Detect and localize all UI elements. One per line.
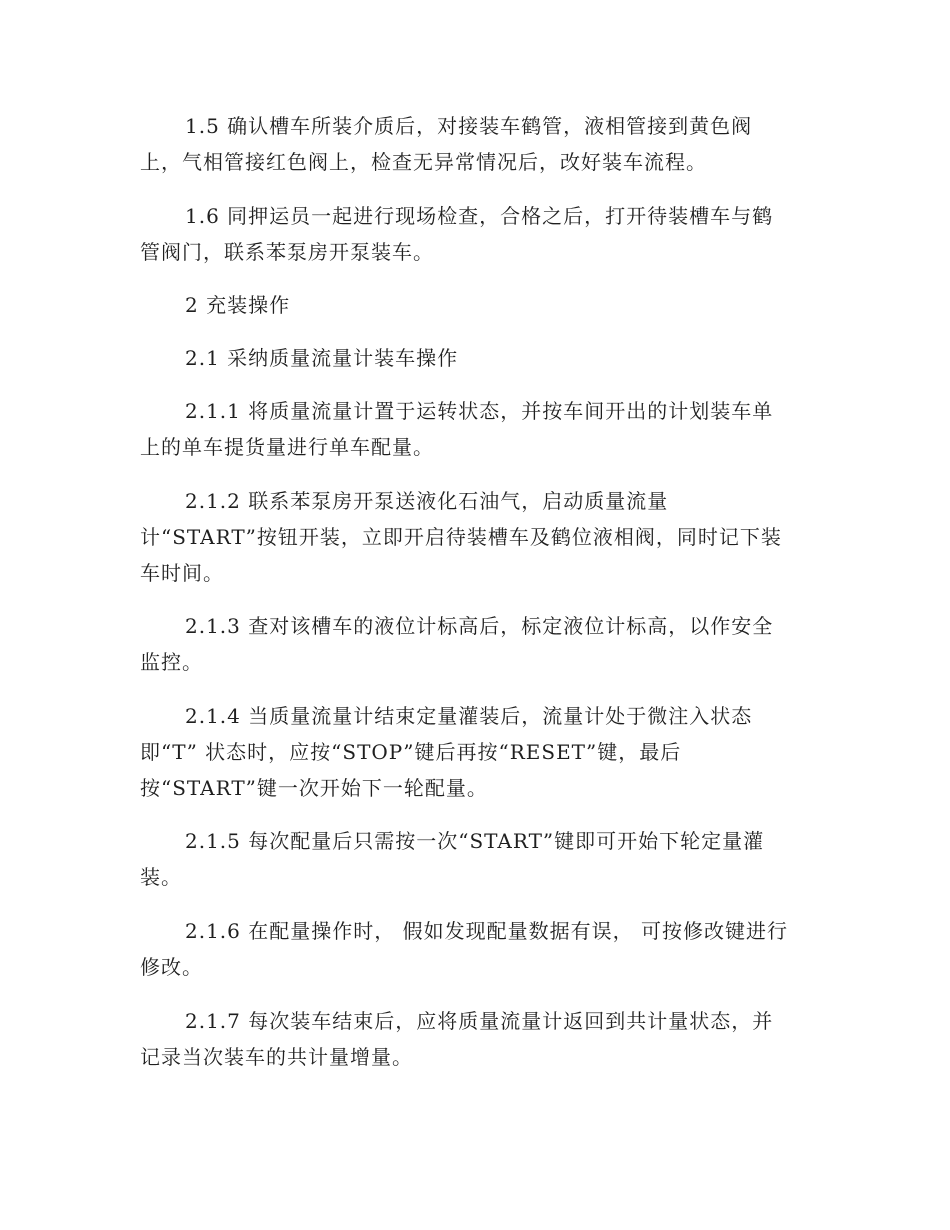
paragraph-1-6 xyxy=(140,198,806,270)
paragraph-1-5 xyxy=(140,108,806,180)
paragraph-line: 计“START”按钮开装，立即开启待装槽车及鹤位液相阀，同时记下装 xyxy=(140,525,782,549)
paragraph-line: 2.1.7 每次装车结束后，应将质量流量计返回到共计量状态，并 xyxy=(185,1009,774,1033)
paragraph-line: 上，气相管接红色阀上，检查无异常情况后，改好装车流程。 xyxy=(140,150,707,174)
paragraph-line: 1.6 同押运员一起进行现场检查，合格之后，打开待装槽车与鹤 xyxy=(185,204,774,228)
paragraph-2-1-1 xyxy=(140,393,806,465)
section-heading-text: 2 充装操作 xyxy=(185,293,291,317)
paragraph-2-1-3 xyxy=(140,608,806,680)
section-heading-text: 2.1 采纳质量流量计装车操作 xyxy=(185,346,459,370)
section-heading-2-1 xyxy=(140,340,806,376)
paragraph-line: 监控。 xyxy=(140,650,203,674)
paragraph-line: 2.1.6 在配量操作时， 假如发现配量数据有误， 可按修改键进行 xyxy=(185,919,788,943)
section-heading-2 xyxy=(140,287,806,323)
paragraph-line: 即“T” 状态时，应按“STOP”键后再按“RESET”键，最后 xyxy=(140,740,682,764)
paragraph-2-1-2 xyxy=(140,483,806,591)
paragraph-2-1-7 xyxy=(140,1003,806,1075)
paragraph-line: 2.1.2 联系苯泵房开泵送液化石油气，启动质量流量 xyxy=(185,489,669,513)
paragraph-2-1-6 xyxy=(140,913,806,985)
paragraph-line: 装。 xyxy=(140,865,182,889)
paragraph-line: 管阀门，联系苯泵房开泵装车。 xyxy=(140,240,434,264)
paragraph-line: 2.1.5 每次配量后只需按一次“START”键即可开始下轮定量灌 xyxy=(185,829,765,853)
paragraph-line: 2.1.4 当质量流量计结束定量灌装后，流量计处于微注入状态 xyxy=(185,704,753,728)
paragraph-line: 按“START”键一次开始下一轮配量。 xyxy=(140,776,488,800)
document-body xyxy=(140,108,806,1075)
paragraph-line: 2.1.1 将质量流量计置于运转状态，并按车间开出的计划装车单 xyxy=(185,399,774,423)
paragraph-line: 记录当次装车的共计量增量。 xyxy=(140,1045,413,1069)
paragraph-line: 上的单车提货量进行单车配量。 xyxy=(140,435,434,459)
paragraph-2-1-5 xyxy=(140,823,806,895)
paragraph-line: 车时间。 xyxy=(140,561,224,585)
paragraph-line: 2.1.3 查对该槽车的液位计标高后，标定液位计标高，以作安全 xyxy=(185,614,774,638)
paragraph-line: 1.5 确认槽车所装介质后，对接装车鹤管，液相管接到黄色阀 xyxy=(185,114,753,138)
paragraph-2-1-4 xyxy=(140,698,806,806)
paragraph-line: 修改。 xyxy=(140,955,203,979)
